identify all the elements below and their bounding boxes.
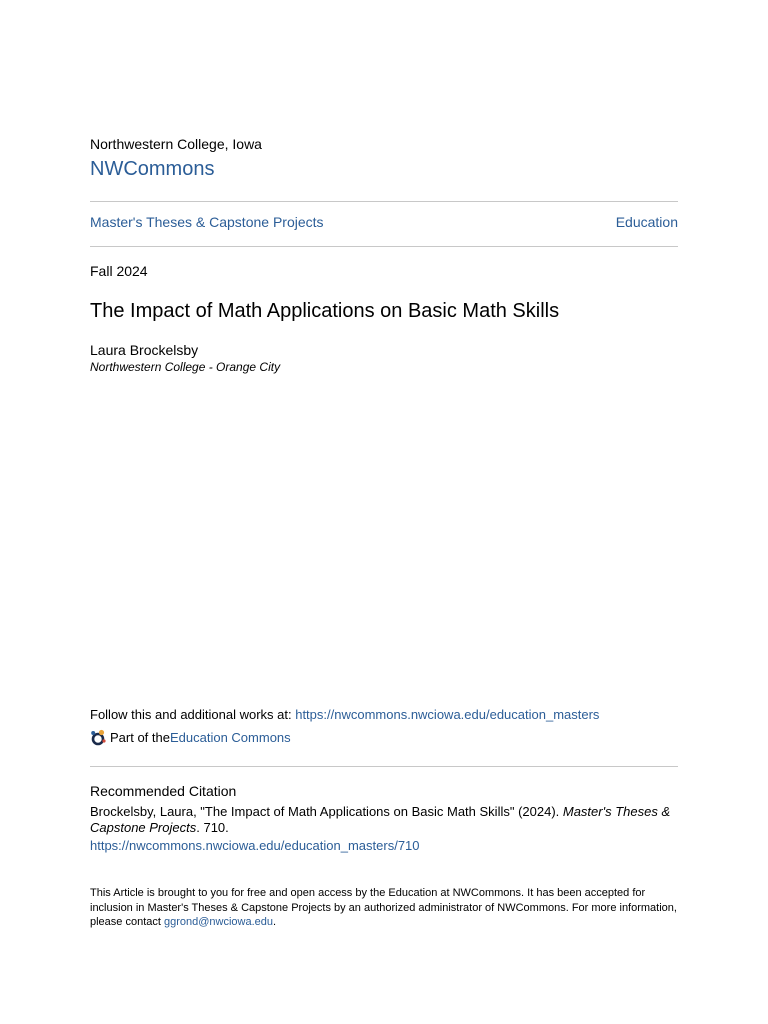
follow-line [90,707,599,722]
part-of-line [90,729,291,746]
article-title: The Impact of Math Applications on Basic Math Skills [90,300,560,322]
citation-body: Brockelsby, Laura, "The Impact of Math Applications on Basic Math Skills" (2024). [90,804,563,819]
repository-link[interactable]: NWCommons [90,158,215,180]
collection-url-link[interactable]: https://nwcommons.nwciowa.edu/education_masters [295,707,600,722]
citation-url-link[interactable]: https://nwcommons.nwciowa.edu/education_masters/710 [90,838,420,853]
access-statement-text: This Article is brought to you for free and open access by the Education at NWCommons. It has been accepted for inclusion in Master's Theses & Capstone Projects by an authorized administrator of NWCommons. For more information, please contact [90,887,677,928]
access-statement-end: . [273,916,277,928]
access-statement [90,886,678,930]
citation-text [90,804,678,836]
divider [90,201,678,202]
citation-heading: Recommended Citation [90,783,237,799]
part-of-label: Part of the [110,730,170,745]
bepress-network-icon [90,729,107,746]
author-affiliation: Northwestern College - Orange City [90,360,281,374]
divider [90,246,678,247]
citation-number: . 710. [196,820,229,835]
breadcrumb [90,214,678,230]
author-name: Laura Brockelsby [90,342,199,358]
education-commons-link[interactable]: Education Commons [169,730,291,745]
publication-date: Fall 2024 [90,263,148,279]
follow-label: Follow this and additional works at: [90,707,296,722]
collection-link[interactable]: Master's Theses & Capstone Projects [90,214,324,230]
divider [90,766,678,767]
institution-name: Northwestern College, Iowa [90,136,262,152]
citation-series: Master's Theses & Capstone Projects [90,804,671,835]
department-link[interactable]: Education [615,214,678,230]
contact-email-link[interactable]: ggrond@nwciowa.edu [164,916,274,928]
